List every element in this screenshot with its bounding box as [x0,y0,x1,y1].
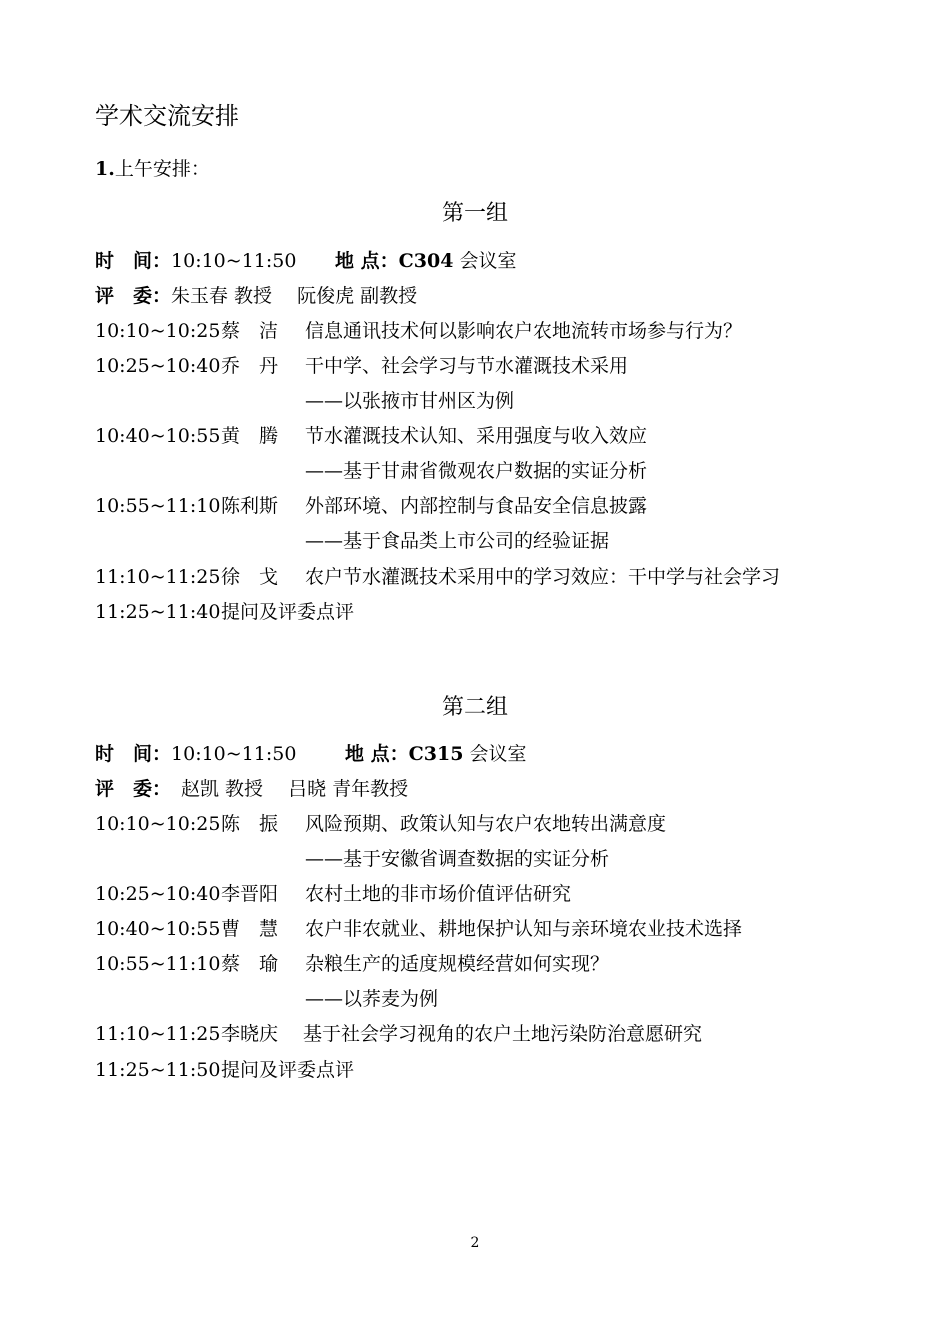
talk-title: 节水灌溉技术认知、采用强度与收入效应 [305,425,648,447]
speaker-name: 蔡 洁 [221,320,279,342]
section-label: 上午安排： [114,158,210,180]
talk-time: 10:10~10:25 [95,320,221,342]
judges-label: 评 委： [95,778,172,800]
talk-title: 农户非农就业、耕地保护认知与亲环境农业技术选择 [305,918,743,940]
talk-time: 10:55~11:10 [95,953,221,975]
talk-title: 干中学、社会学习与节水灌溉技术采用 [305,355,629,377]
closing-text: 提问及评委点评 [221,601,355,623]
speaker-name: 陈 振 [221,813,279,835]
time-label: 时 间： [95,250,172,272]
speaker-name: 蔡 瑜 [221,953,279,975]
judges-line [95,283,417,309]
talk-title: 杂粮生产的适度规模经营如何实现？ [305,953,610,975]
speaker-name: 陈利斯 [221,495,279,517]
talk-time: 10:55~11:10 [95,495,221,517]
talk-subtitle: ——以张掖市甘州区为例 [305,390,515,412]
place-room: C315 [408,743,464,765]
speaker-name: 李晓庆 [221,1023,279,1045]
judges-value: 赵凯 教授 吕晓 青年教授 [181,778,409,800]
place-label: 地 点： [345,743,409,765]
talk-title: 风险预期、政策认知与农户农地转出满意度 [305,813,667,835]
group-title: 第二组 [441,695,508,720]
talk-time: 10:25~10:40 [95,883,221,905]
group-time-line [95,741,527,767]
page-title: 学术交流安排 [95,102,239,130]
talk-time: 10:10~10:25 [95,813,221,835]
time-label: 时 间： [95,743,172,765]
talk-time: 11:10~11:25 [95,1023,221,1045]
speaker-name: 曹 慧 [221,918,279,940]
speaker-name: 黄 腾 [221,425,279,447]
judges-label: 评 委： [95,285,172,307]
judges-line [95,776,408,802]
speaker-name: 李晋阳 [221,883,279,905]
closing-text: 提问及评委点评 [221,1059,355,1081]
section-number: 1. [95,158,115,180]
talk-title: 基于社会学习视角的农户土地污染防治意愿研究 [303,1023,703,1045]
group-title: 第一组 [441,201,508,226]
talk-title: 信息通讯技术何以影响农户农地流转市场参与行为？ [305,320,743,342]
place-label: 地 点： [335,250,399,272]
time-value: 10:10~11:50 [171,743,297,765]
place-room: C304 [398,250,454,272]
talk-subtitle: ——基于食品类上市公司的经验证据 [305,530,610,552]
time-value: 10:10~11:50 [171,250,297,272]
closing-time: 11:25~11:50 [95,1059,221,1081]
talk-title: 农户节水灌溉技术采用中的学习效应：干中学与社会学习 [305,566,781,588]
place-suffix: 会议室 [453,250,517,272]
talk-subtitle: ——基于甘肃省微观农户数据的实证分析 [305,460,648,482]
talk-title: 外部环境、内部控制与食品安全信息披露 [305,495,648,517]
closing-time: 11:25~11:40 [95,601,221,623]
talk-time: 11:10~11:25 [95,566,221,588]
group-time-line [95,248,517,274]
speaker-name: 乔 丹 [221,355,279,377]
judges-value: 朱玉春 教授 阮俊虎 副教授 [171,285,418,307]
talk-time: 10:25~10:40 [95,355,221,377]
speaker-name: 徐 戈 [221,566,279,588]
page-number: 2 [470,1235,480,1251]
talk-time: 10:40~10:55 [95,918,221,940]
talk-time: 10:40~10:55 [95,425,221,447]
talk-subtitle: ——基于安徽省调查数据的实证分析 [305,848,610,870]
talk-title: 农村土地的非市场价值评估研究 [305,883,572,905]
section-heading [95,154,210,181]
talk-subtitle: ——以荞麦为例 [305,988,439,1010]
place-suffix: 会议室 [463,743,527,765]
